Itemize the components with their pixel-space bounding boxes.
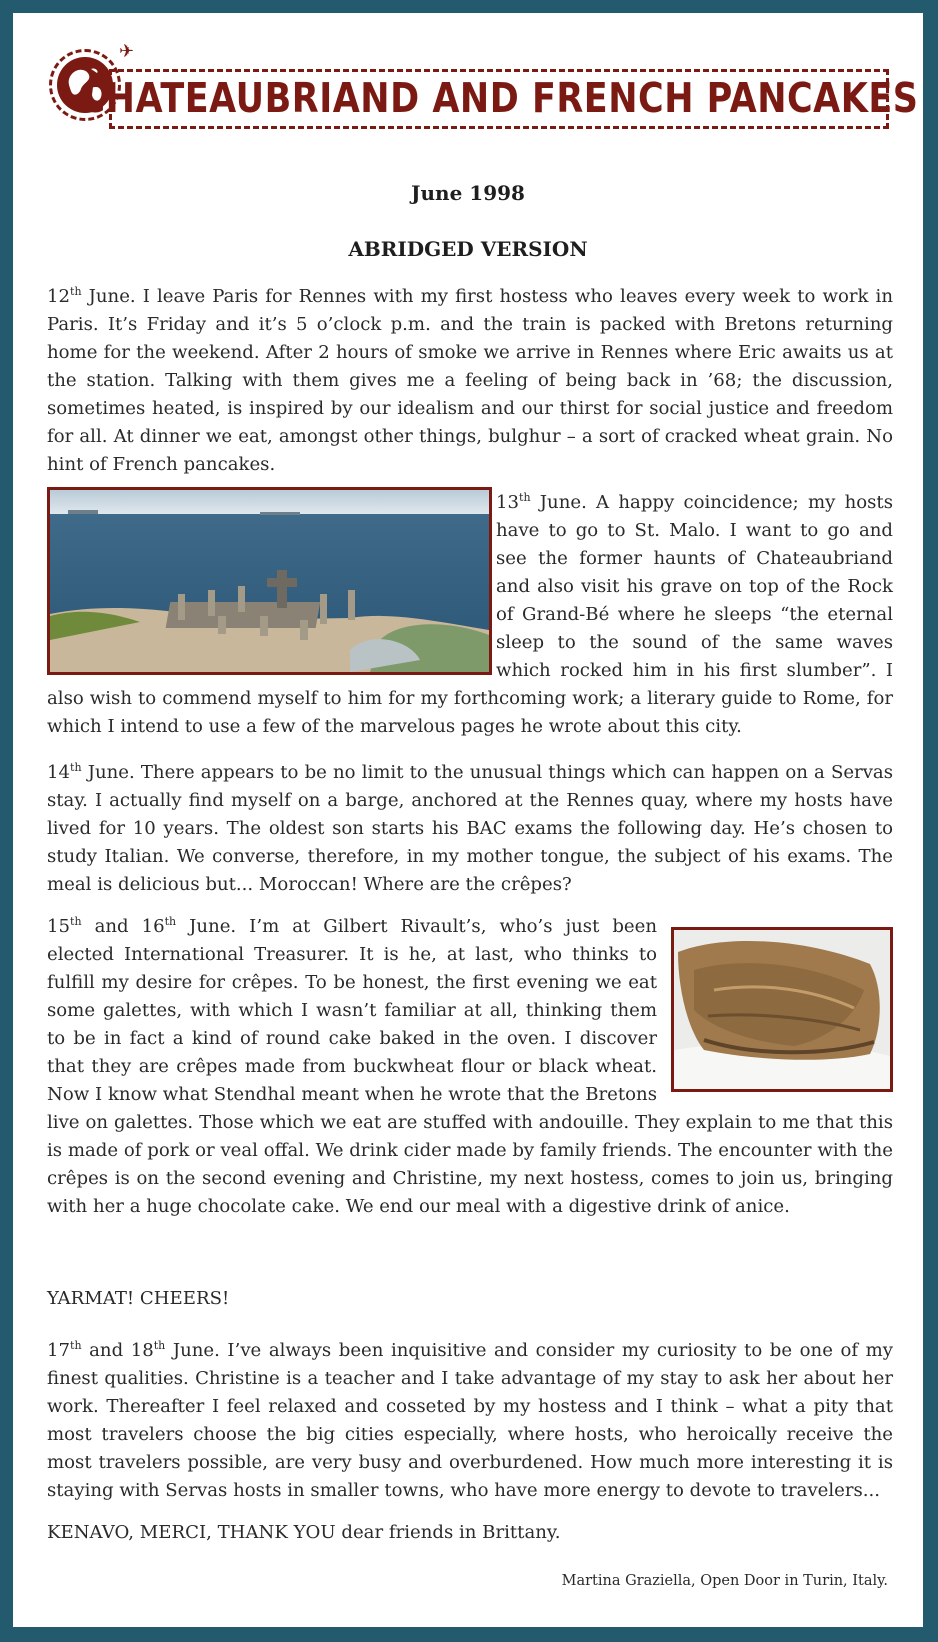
day-number: 13 bbox=[496, 492, 520, 513]
plane-icon: ✈ bbox=[119, 41, 135, 62]
paragraph-text-continued: Those which we eat are stuffed with andouille. They explain to me that this is made of pork or veal offal. We drink cider made by family friends. bbox=[47, 1112, 893, 1161]
paragraph-14-june bbox=[47, 759, 893, 899]
paragraph-text: June. A happy coincidence; my hosts have to go to St. Malo. I want to go and see the former haunts of Chateaubriand and also visit his grave on top of the Rock of Grand-Bé where he sleeps “the eternal sleep to the sound of the same waves which rocked him in his first slumber”. bbox=[496, 492, 893, 681]
page-title: CHATEAUBRIAND AND FRENCH PANCAKES bbox=[79, 75, 919, 123]
paragraph-text: June. I’ve always been inquisitive and consider my curiosity to be one of my finest qualities. Christine is a teacher and I take advantage of my stay to ask her about her work. Thereafter I feel relaxed and cosseted by my hostess and I think – what a pity that most travelers choose the big cities especially, where hosts, who heroically receive the most travelers possible, are very busy and overburdened. How much more interesting it is staying with Servas hosts in smaller towns, who have more energy to devote to travelers... bbox=[47, 1340, 893, 1501]
paragraph-text: June. I leave Paris for Rennes with my first hostess who leaves every week to work in Paris. It’s Friday and it’s 5 o’clock p.m. and the train is packed with Bretons returning home for the weekend. After 2 hours of smoke we arrive in Rennes where Eric awaits us at the station. Talking with them gives me a feeling of being back in ’68; the discussion, sometimes heated, is inspired by our idealism and our thirst for social justice and freedom for all. At dinner we eat, amongst other things, bulghur – a sort of cracked wheat grain. No hint of French pancakes. bbox=[47, 286, 893, 475]
paragraph-15-16-june bbox=[47, 913, 893, 1221]
day-number-second: and 16 bbox=[94, 916, 165, 937]
day-number: 14 bbox=[47, 762, 71, 783]
paragraph-12-june bbox=[47, 283, 893, 479]
day-number-second: and 18 bbox=[89, 1340, 154, 1361]
article-date: June 1998 bbox=[411, 181, 525, 205]
title-banner bbox=[37, 33, 919, 139]
author-signature: Martina Graziella, Open Door in Turin, Italy. bbox=[561, 1573, 888, 1589]
version-label: ABRIDGED VERSION bbox=[348, 237, 588, 261]
day-suffix: th bbox=[70, 284, 82, 298]
paragraph-text: June. There appears to be no limit to the unusual things which can happen on a Servas stay. I actually find myself on a barge, anchored at the Rennes quay, where my hosts have lived for 10 years. The oldest son starts his BAC exams the following day. He’s chosen to study Italian. We converse, therefore, in my mother tongue, the subject of his exams. The meal is delicious but... Moroccan! Where are the crêpes? bbox=[47, 762, 893, 895]
paragraph-13-june bbox=[47, 489, 893, 741]
day-suffix: th bbox=[164, 914, 177, 928]
paragraph-cheers: YARMAT! CHEERS! bbox=[47, 1288, 230, 1309]
day-suffix: th bbox=[70, 760, 82, 774]
title-frame bbox=[79, 69, 919, 129]
paragraph-text-continued: I also wish to commend myself to him for my forthcoming work; a literary guide to Rome, for which I intend to use a few of the marvelous pages he wrote about this city. bbox=[47, 660, 893, 737]
day-suffix: th bbox=[70, 914, 82, 928]
paragraph-text-continued-2: The encounter with the crêpes is on the second evening and Christine, my next hostess, comes to join us, bringing with her a huge chocolate cake. We end our meal with a digestive drink of anice. bbox=[47, 1140, 893, 1217]
day-number: 12 bbox=[47, 286, 71, 307]
day-suffix: th bbox=[70, 1338, 82, 1352]
paragraph-text: June. I’m at Gilbert Rivault’s, who’s just been elected International Treasurer. It is he, at last, who thinks to fulfill my desire for crêpes. To be honest, the first evening we eat some galettes, with which I wasn’t familiar at all, thinking them to be in fact a kind of round cake baked in the oven. I discover that they are crêpes made from buckwheat flour or black wheat. Now I know what Stendhal meant when he wrote that the Bretons live on galettes. bbox=[47, 916, 657, 1133]
day-number: 15 bbox=[47, 916, 71, 937]
day-suffix: th bbox=[153, 1338, 166, 1352]
day-suffix: th bbox=[519, 490, 531, 504]
image-spacer bbox=[47, 489, 496, 681]
image-spacer bbox=[671, 913, 893, 1103]
article-page bbox=[13, 13, 923, 1627]
day-number: 17 bbox=[47, 1340, 71, 1361]
paragraph-thanks: KENAVO, MERCI, THANK YOU dear friends in Brittany. bbox=[47, 1522, 561, 1543]
paragraph-17-18-june bbox=[47, 1337, 893, 1505]
